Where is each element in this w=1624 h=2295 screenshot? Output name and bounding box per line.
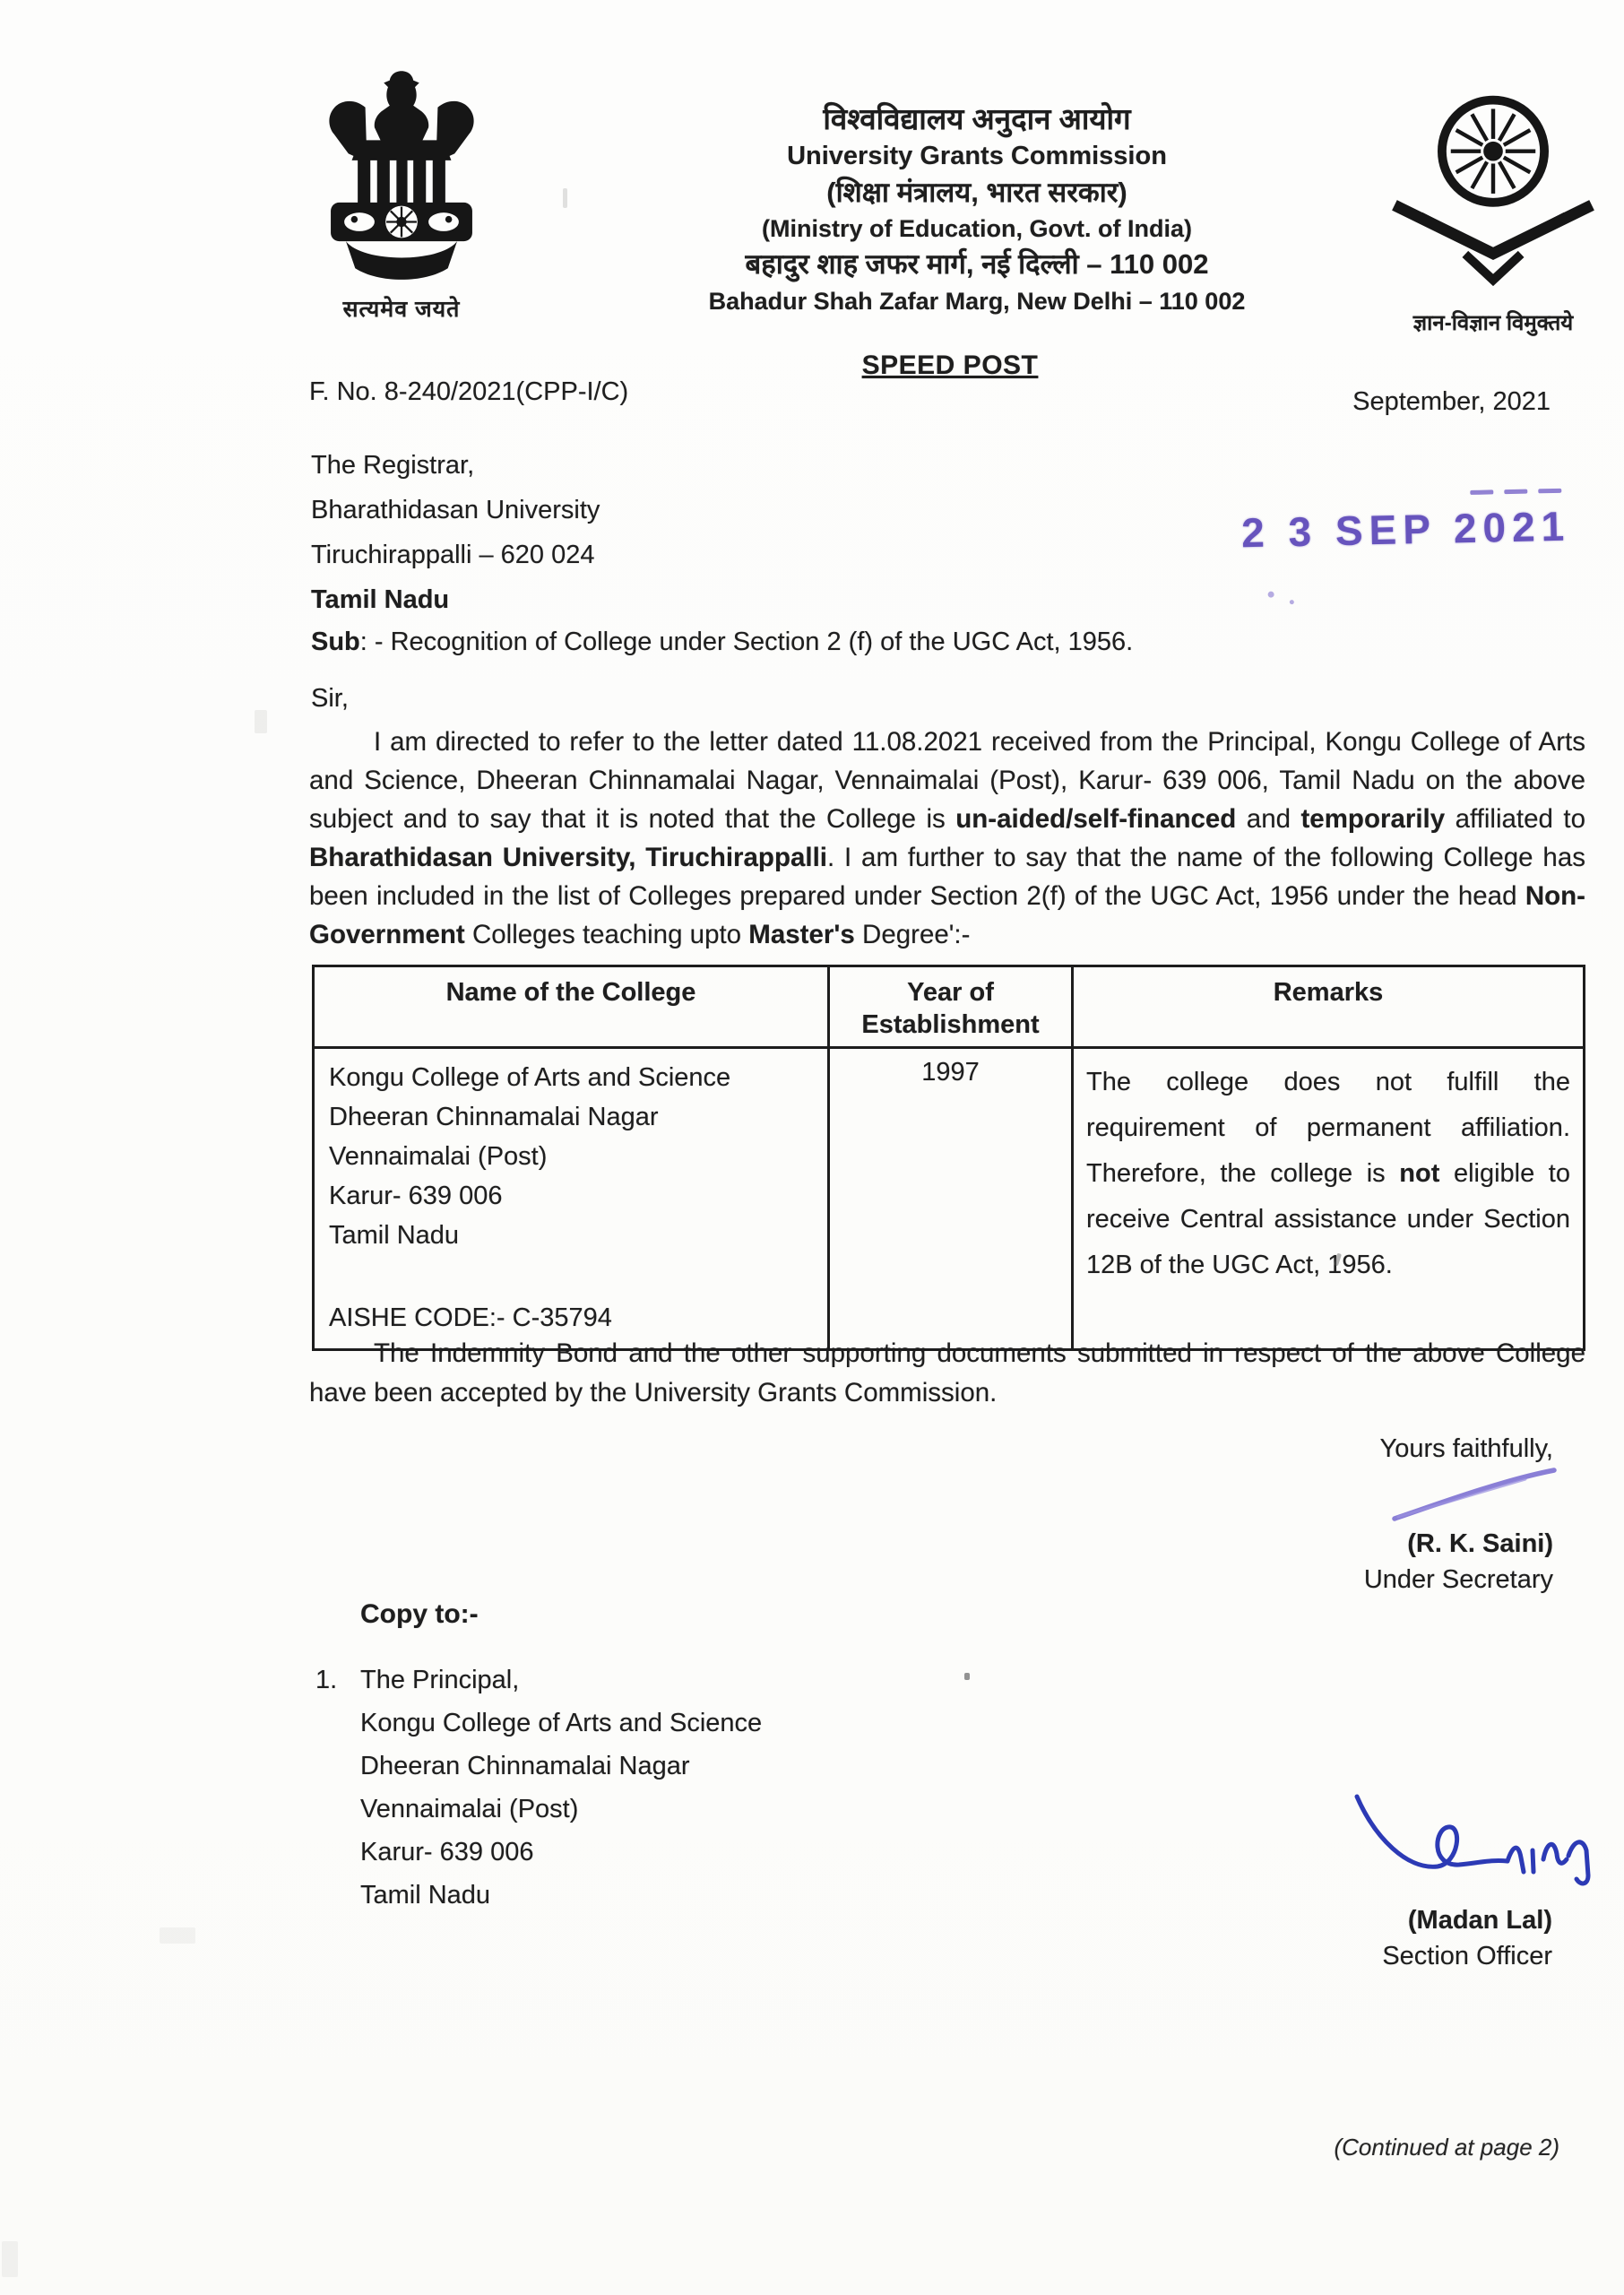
college-table <box>312 965 1585 1351</box>
recipient-address <box>311 443 600 622</box>
recipient-line: Bharathidasan University <box>311 496 600 524</box>
letterhead-center <box>681 100 1273 319</box>
recipient-line: Tamil Nadu <box>311 585 450 614</box>
copy-to-label: Copy to:- <box>360 1599 479 1629</box>
speed-post-label: SPEED POST <box>861 351 1039 380</box>
body-paragraph: I am directed to refer to the letter dated 11.08.2021 received from the Principal, Kongu College of Arts and Science, Dheeran Chinnamalai Nagar, Vennaimalai (Post), Karur- 639 006, Tamil Nadu on the above subject and to say that it is noted that the College is un-aided/self-financed and temporarily affiliated to Bharathidasan University, Tiruchirappalli. I am further to say that the name of the following College has been included in the list of Colleges prepared under Section 2(f) of the UGC Act, 1956 under the head Non-Government Colleges teaching upto Master's Degree':- <box>309 727 1585 949</box>
file-number: F. No. 8-240/2021(CPP-I/C) <box>309 377 629 406</box>
letterhead-right <box>1380 79 1606 337</box>
header-remarks: Remarks <box>1073 966 1585 1048</box>
stamp-dashes <box>1240 489 1561 499</box>
header-year: Year of Establishment <box>829 966 1073 1048</box>
signatory-designation: Section Officer <box>1382 1942 1552 1970</box>
letterhead-left <box>315 61 488 324</box>
salutation: Sir, <box>311 684 349 713</box>
ugc-logo-motto: ज्ञान-विज्ञान विमुक्तये <box>1412 311 1574 335</box>
copy-address-line: Kongu College of Arts and Science <box>360 1709 763 1737</box>
recipient-line: Tiruchirappalli – 620 024 <box>311 541 595 569</box>
subject-line <box>311 628 1476 657</box>
address-english: Bahadur Shah Zafar Marg, New Delhi – 110 002 <box>708 288 1246 315</box>
ugc-logo-icon <box>1386 290 1601 305</box>
copy-address-line: Dheeran Chinnamalai Nagar <box>360 1752 690 1780</box>
received-date-stamp <box>1240 488 1609 558</box>
scan-artifact <box>964 1673 970 1680</box>
org-name-hindi: विश्वविद्यालय अनुदान आयोग <box>823 102 1131 135</box>
recipient-line: The Registrar, <box>311 451 475 480</box>
copy-address-line: Vennaimalai (Post) <box>360 1795 579 1823</box>
signatory-designation: Under Secretary <box>1363 1565 1553 1594</box>
cell-college: Kongu College of Arts and Science Dheeran Chinnamalai Nagar Vennaimalai (Post) Karur- 639 006 Tamil Nadu AISHE CODE:- C-35794 <box>314 1048 829 1350</box>
copy-item-number: 1. <box>315 1666 338 1694</box>
signature-stroke-icon <box>1389 1467 1561 1530</box>
handwritten-signature-icon <box>1325 1791 1608 1907</box>
scan-artifact <box>2 2241 18 2277</box>
scan-artifact <box>563 188 567 208</box>
signatory-name: (R. K. Saini) <box>1407 1529 1553 1558</box>
org-name-english: University Grants Commission <box>787 142 1167 170</box>
emblem-caption: सत्यमेव जयते <box>342 297 461 322</box>
stamp-speck <box>1268 592 1274 598</box>
copy-address-line: The Principal, <box>360 1666 520 1694</box>
table-row <box>314 1048 1585 1350</box>
letter-date: September, 2021 <box>1352 387 1551 416</box>
closing-paragraph: The Indemnity Bond and the other supporting documents submitted in respect of the above College have been accepted by the University Grants Commission. <box>309 1338 1585 1407</box>
ashoka-emblem-icon <box>317 273 486 289</box>
address-hindi: बहादुर शाह जफर मार्ग, नई दिल्ली – 110 002 <box>745 248 1209 280</box>
header-college: Name of the College <box>314 966 829 1048</box>
copy-address-line: Tamil Nadu <box>360 1881 491 1910</box>
ministry-hindi: (शिक्षा मंत्रालय, भारत सरकार) <box>826 177 1127 208</box>
ministry-english: (Ministry of Education, Govt. of India) <box>762 215 1192 242</box>
cell-year: 1997 <box>829 1048 1073 1350</box>
aishe-code: AISHE CODE:- C-35794 <box>329 1303 612 1332</box>
scan-artifact <box>255 710 267 733</box>
subject-label: Sub <box>311 628 360 656</box>
scan-artifact <box>160 1927 195 1944</box>
copy-address-line: Karur- 639 006 <box>360 1838 534 1866</box>
stamp-speck <box>1290 600 1294 604</box>
valediction: Yours faithfully, <box>1379 1434 1553 1463</box>
stamp-date: 2 3 SEP 2021 <box>1240 502 1571 557</box>
cell-remarks: The college does not fulfill the requirement of permanent affiliation. Therefore, the college is not eligible to receive Central assistance under Section 12B of the UGC Act, 1956. <box>1073 1048 1585 1350</box>
continuation-note: (Continued at page 2) <box>1334 2134 1559 2161</box>
subject-text: : - Recognition of College under Section 2 (f) of the UGC Act, 1956. <box>359 628 1134 656</box>
table-header-row <box>314 966 1585 1048</box>
copy-item-address <box>360 1658 762 1917</box>
signatory-name: (Madan Lal) <box>1407 1906 1552 1935</box>
